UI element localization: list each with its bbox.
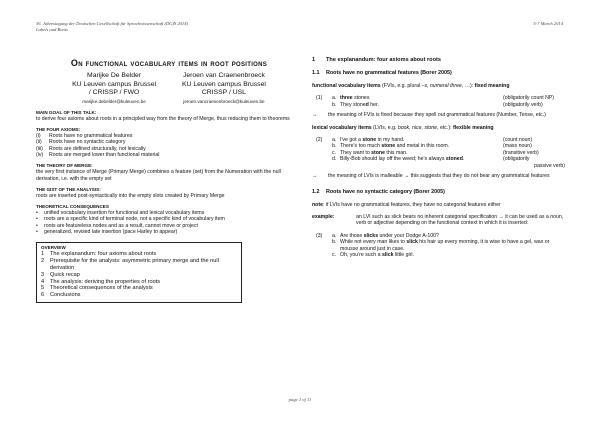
text-run: , …): — [461, 83, 475, 89]
example-3 — [312, 233, 565, 259]
section-title: Roots have no grammatical features (Borer 2005) — [326, 70, 452, 76]
item-text: Prerequisite for the analysis: asymmetric primary merge and the null derivation — [50, 258, 219, 271]
example-row: b. While not every man likes to slick his hair up every morning, it is wise to have a gel, wax or mousse around just in case. — [332, 239, 550, 252]
example-row: b. There's too much stone and metal in this room. (mass noun) — [332, 143, 532, 150]
item-number: (i) — [36, 133, 41, 140]
example-number: (1) — [316, 95, 323, 102]
example-number: (2) — [316, 136, 323, 143]
left-column — [36, 58, 302, 303]
author-affiliation-2: CRISSP / USL — [201, 89, 246, 97]
item-text: The explanandum: four axioms about roots — [50, 251, 157, 258]
section-number: 1.1 — [312, 70, 320, 76]
item-text: Quick recap — [50, 271, 80, 278]
author-name: Marijke De Belder — [87, 72, 142, 79]
item-number: 3 — [41, 271, 45, 278]
main-goal-section — [36, 110, 302, 122]
page-number: page 1 of 11 — [288, 397, 312, 402]
item-number: 5 — [41, 285, 45, 292]
example-number: (3) — [316, 232, 323, 239]
example-paragraph — [312, 214, 565, 227]
author-email: marijke.debelder@kuleuven.be — [82, 98, 146, 104]
item-text: roots are featureless nodes and as a result, cannot move or project — [44, 222, 198, 229]
paper-title: On functional vocabulary items in root positions — [70, 58, 268, 68]
text-run: (FVIs, e.g. plural — [380, 83, 422, 89]
section-number: 1.2 — [312, 188, 320, 195]
overview-item — [41, 285, 237, 292]
implication-1 — [312, 112, 565, 118]
section-title: Roots have no syntactic category (Borer 2005) — [326, 188, 445, 195]
example-row: a. three stones (obligatorily count NP) — [332, 95, 555, 102]
section-heading: MAIN GOAL OF THIS TALK: — [36, 109, 97, 115]
section-title: The explanandum: four axioms about roots — [326, 57, 441, 63]
implication-2 — [312, 173, 565, 179]
example-1 — [312, 95, 565, 108]
bullet-icon: • — [36, 222, 38, 229]
text-run: , etc.): — [437, 124, 453, 131]
fvi-definition — [312, 83, 565, 89]
example-row: a. I've got a stone in my hand. (count noun) — [332, 136, 533, 143]
item-number: (ii) — [36, 139, 42, 146]
item-number: 2 — [41, 258, 45, 265]
item-text: Conclusions — [50, 292, 81, 299]
text-run-italic: book, nice, stone — [397, 124, 438, 131]
section-text: the very first instance of Merge (Primary Merge) combines a feature (set) from the Numeration with the null derivation, i.e. with the empty set — [36, 169, 281, 182]
section-1-1-heading — [312, 70, 565, 77]
text-run-italic: –s, numeral three — [421, 83, 462, 89]
author-email: jeroen.vancraenenbroeck@kuleuven.be — [183, 98, 265, 104]
example-row-note: passive verb) — [534, 162, 565, 169]
overview-list — [41, 251, 237, 299]
session-name: Labels and Roots — [36, 26, 68, 32]
lvi-definition — [312, 125, 565, 131]
overview-heading: OVERVIEW — [41, 245, 66, 251]
overview-item — [41, 258, 237, 272]
text-run: (LVIs, e.g. — [371, 124, 398, 131]
note-label: note — [312, 201, 323, 208]
item-text: Roots are merged lower than functional material — [49, 151, 160, 158]
section-heading: THE THEORY OF MERGE: — [36, 163, 93, 169]
example-row: c. They want to stone this man. (transitive verb) — [332, 149, 539, 156]
item-number: 1 — [41, 251, 45, 258]
item-text: Theoretical consequences of the analysis — [50, 285, 153, 292]
overview-item — [41, 292, 237, 299]
example-text: an LVI such as slick bears no inherent categorial specification → it can be used as a noun, verb or adjective depending on the functional context in which it is inserted: — [356, 213, 564, 227]
bullet-icon: • — [36, 229, 38, 236]
item-number: 4 — [41, 278, 45, 285]
example-label: example: — [312, 213, 335, 220]
item-number: (iii) — [36, 145, 43, 152]
item-number: (iv) — [36, 151, 44, 158]
term: flexible meaning — [452, 124, 494, 131]
item-text: Roots have no syntactic category — [49, 139, 126, 146]
bullet-icon: • — [36, 210, 38, 217]
consequences-section — [36, 204, 302, 235]
item-number: 6 — [41, 292, 45, 299]
author-1 — [72, 72, 156, 105]
four-axioms-section — [36, 127, 302, 158]
arrow-right-icon: → — [312, 112, 318, 119]
arrow-right-icon: → — [312, 173, 318, 180]
overview-item — [41, 251, 237, 258]
item-text: Roots have no grammatical features — [49, 133, 133, 140]
item-text: Roots are defined structurally, not lexically — [49, 145, 146, 152]
overview-item — [41, 272, 237, 279]
author-name: Jeroen van Craenenbroeck — [182, 72, 265, 79]
list-item — [36, 152, 302, 158]
section-number: 1 — [312, 57, 316, 63]
term: functional vocabulary items — [312, 83, 381, 89]
section-text: to derive four axioms about roots in a principled way from the theory of Merge, thus reducing them to theorems — [36, 115, 290, 122]
theory-merge-section — [36, 163, 302, 182]
implication-text: the meaning of FVIs is fixed because they spell out grammatical features (Number, Tense, etc.) — [328, 112, 546, 119]
author-block — [36, 72, 302, 105]
gist-section — [36, 187, 302, 199]
section-1-heading — [312, 57, 565, 64]
item-text: The analysis: deriving the properties of roots — [50, 278, 161, 285]
conference-name: 36. Jahrestagung der Deutschen Gesellschaft für Sprachwissenschaft (DGfS 2014) — [36, 21, 189, 26]
running-header-left — [36, 21, 188, 32]
term: fixed meaning — [474, 83, 510, 89]
example-2 — [312, 137, 565, 170]
bullet-icon: • — [36, 216, 38, 223]
implication-text: the meaning of LVIs is malleable → this suggests that they do not bear any grammatical features — [328, 173, 550, 180]
consequence-list — [36, 210, 302, 235]
overview-item — [41, 279, 237, 286]
section-1-2-heading — [312, 189, 565, 196]
right-column — [312, 57, 565, 259]
example-row: d. Billy-Bob should lay off the weed; he's always stoned. (obligatorily — [332, 156, 530, 163]
section-text: roots are inserted post-syntactically into the empty slots created by Primary Merge — [36, 192, 225, 199]
term: lexical vocabulary items — [312, 124, 372, 131]
author-2 — [182, 72, 266, 105]
note-text: : if LVIs have no grammatical features, they have no categorial features either — [322, 201, 501, 208]
section-heading: THE GIST OF THE ANALYSIS: — [36, 186, 101, 192]
overview-box — [36, 242, 242, 303]
example-row: a. Are those slicks under your Dodge A-100? — [332, 232, 439, 239]
axiom-list — [36, 133, 302, 158]
section-heading: THE FOUR AXIOMS: — [36, 127, 81, 133]
example-row: c. Oh, you're such a slick little girl. — [332, 252, 414, 259]
item-text: roots are a specific kind of terminal node, not a specific kind of vocabulary item — [44, 216, 225, 223]
example-row: b. They stoned her. (obligatorily verb) — [332, 101, 543, 108]
list-item — [36, 229, 302, 235]
item-text: unified vocabulary insertion for functional and lexical vocabulary items — [44, 210, 205, 217]
running-header-date: 5-7 March 2014 — [533, 21, 563, 26]
item-text: generalized, revised late insertion (pace Harley to appear) — [44, 229, 178, 236]
author-affiliation: KU Leuven campus Brussel — [182, 80, 266, 88]
author-affiliation-2: / CRISSP / FWO — [88, 89, 140, 97]
author-affiliation: KU Leuven campus Brussel — [72, 80, 156, 88]
note-paragraph — [312, 202, 565, 208]
section-heading: THEORETICAL CONSEQUENCES — [36, 204, 109, 210]
